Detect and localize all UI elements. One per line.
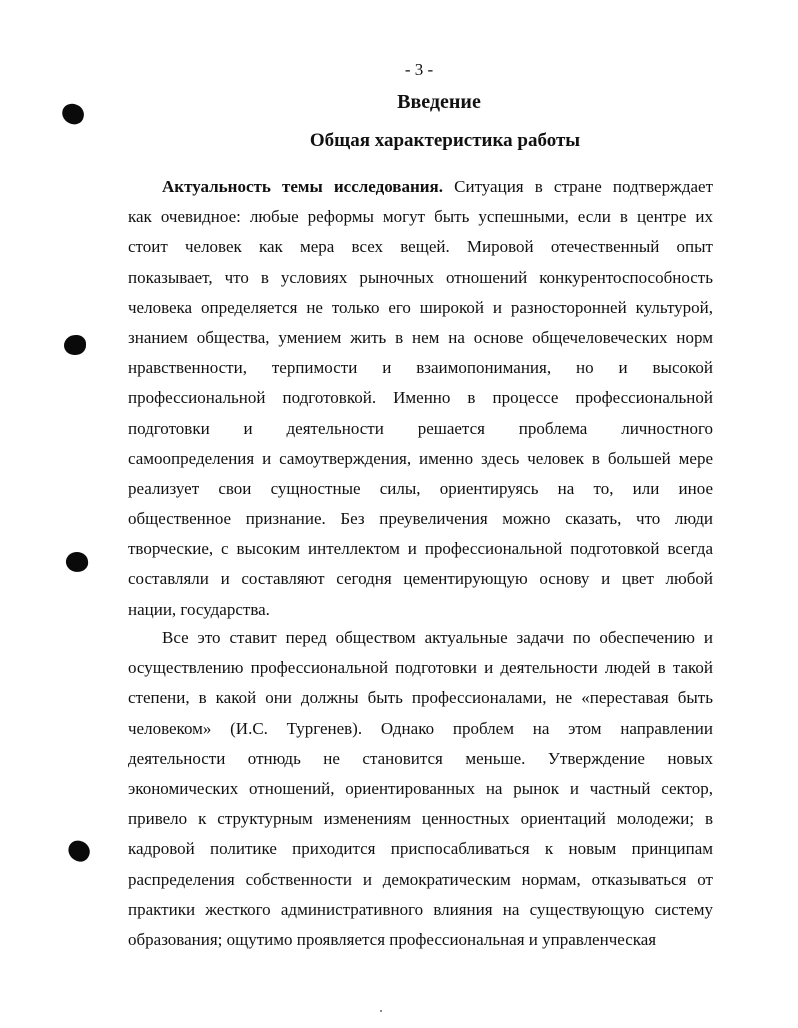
section-title: Общая характеристика работы	[309, 130, 581, 151]
paragraph-line: профессиональной подготовкой. Именно в процессе профессиональной	[128, 388, 713, 408]
paragraph-line: осуществлению профессиональной подготовки и деятельности людей в такой	[128, 658, 713, 678]
binder-hole-icon	[65, 837, 93, 864]
paragraph-lead: Актуальность темы исследования.	[162, 177, 443, 196]
page-title: Введение	[397, 91, 481, 113]
paragraph-line: общественное признание. Без преувеличения можно сказать, что люди	[128, 509, 713, 529]
paragraph-line: знанием общества, умением жить в нем на основе общечеловеческих норм	[128, 327, 713, 347]
paragraph-line: кадровой политике приходится приспосабливаться к новым принципам	[128, 839, 713, 859]
paragraph-line: экономических отношений, ориентированных на рынок и частный сектор,	[128, 778, 713, 798]
paragraph-line: человеком» (И.С. Тургенев). Однако проблем на этом направлении	[128, 718, 713, 738]
paragraph-relevance	[128, 172, 713, 625]
paragraph-line: практики жесткого административного влияния на существующую систему	[128, 899, 713, 919]
paragraph-tasks	[128, 623, 713, 955]
paragraph-line: распределения собственности и демократическим нормам, отказываться от	[128, 869, 713, 889]
paragraph-line: нации, государства.	[128, 599, 270, 619]
paragraph-line: самоопределения и самоутверждения, именно здесь человек в большей мере	[128, 448, 713, 468]
paragraph-line: показывает, что в условиях рыночных отношений конкурентоспособность	[128, 267, 713, 287]
paragraph-line: деятельности отнюдь не становится меньше. Утверждение новых	[128, 748, 713, 768]
paragraph-line: Актуальность темы исследования. Ситуация в стране подтверждает	[162, 177, 714, 196]
paragraph-line: стоит человек как мера всех вещей. Мировой отечественный опыт	[128, 237, 713, 257]
binder-hole-icon	[64, 335, 86, 355]
page-number: - 3 -	[404, 60, 434, 79]
paragraph-line: образования; ощутимо проявляется профессиональная и управленческая	[128, 929, 657, 949]
paragraph-line: подготовки и деятельности решается проблема личностного	[128, 418, 713, 438]
paragraph-line: Все это ставит перед обществом актуальные задачи по обеспечению и	[162, 628, 713, 647]
paragraph-line: реализует свои сущностные силы, ориентируясь на то, или иное	[128, 478, 713, 498]
scan-speck	[380, 1010, 382, 1012]
binder-hole-icon	[64, 550, 89, 574]
paragraph-line: как очевидное: любые реформы могут быть успешными, если в центре их	[128, 207, 713, 227]
paragraph-line: привело к структурным изменениям ценностных ориентаций молодежи; в	[128, 809, 713, 829]
paragraph-line: творческие, с высоким интеллектом и профессиональной подготовкой всегда	[128, 539, 713, 559]
paragraph-line: составляли и составляют сегодня цементирующую основу и цвет любой	[128, 569, 713, 589]
paragraph-line: нравственности, терпимости и взаимопонимания, но и высокой	[128, 358, 713, 378]
paragraph-line: человека определяется не только его широкой и разносторонней культурой,	[128, 297, 713, 317]
paragraph-line: степени, в какой они должны быть профессионалами, не «переставая быть	[128, 688, 713, 708]
